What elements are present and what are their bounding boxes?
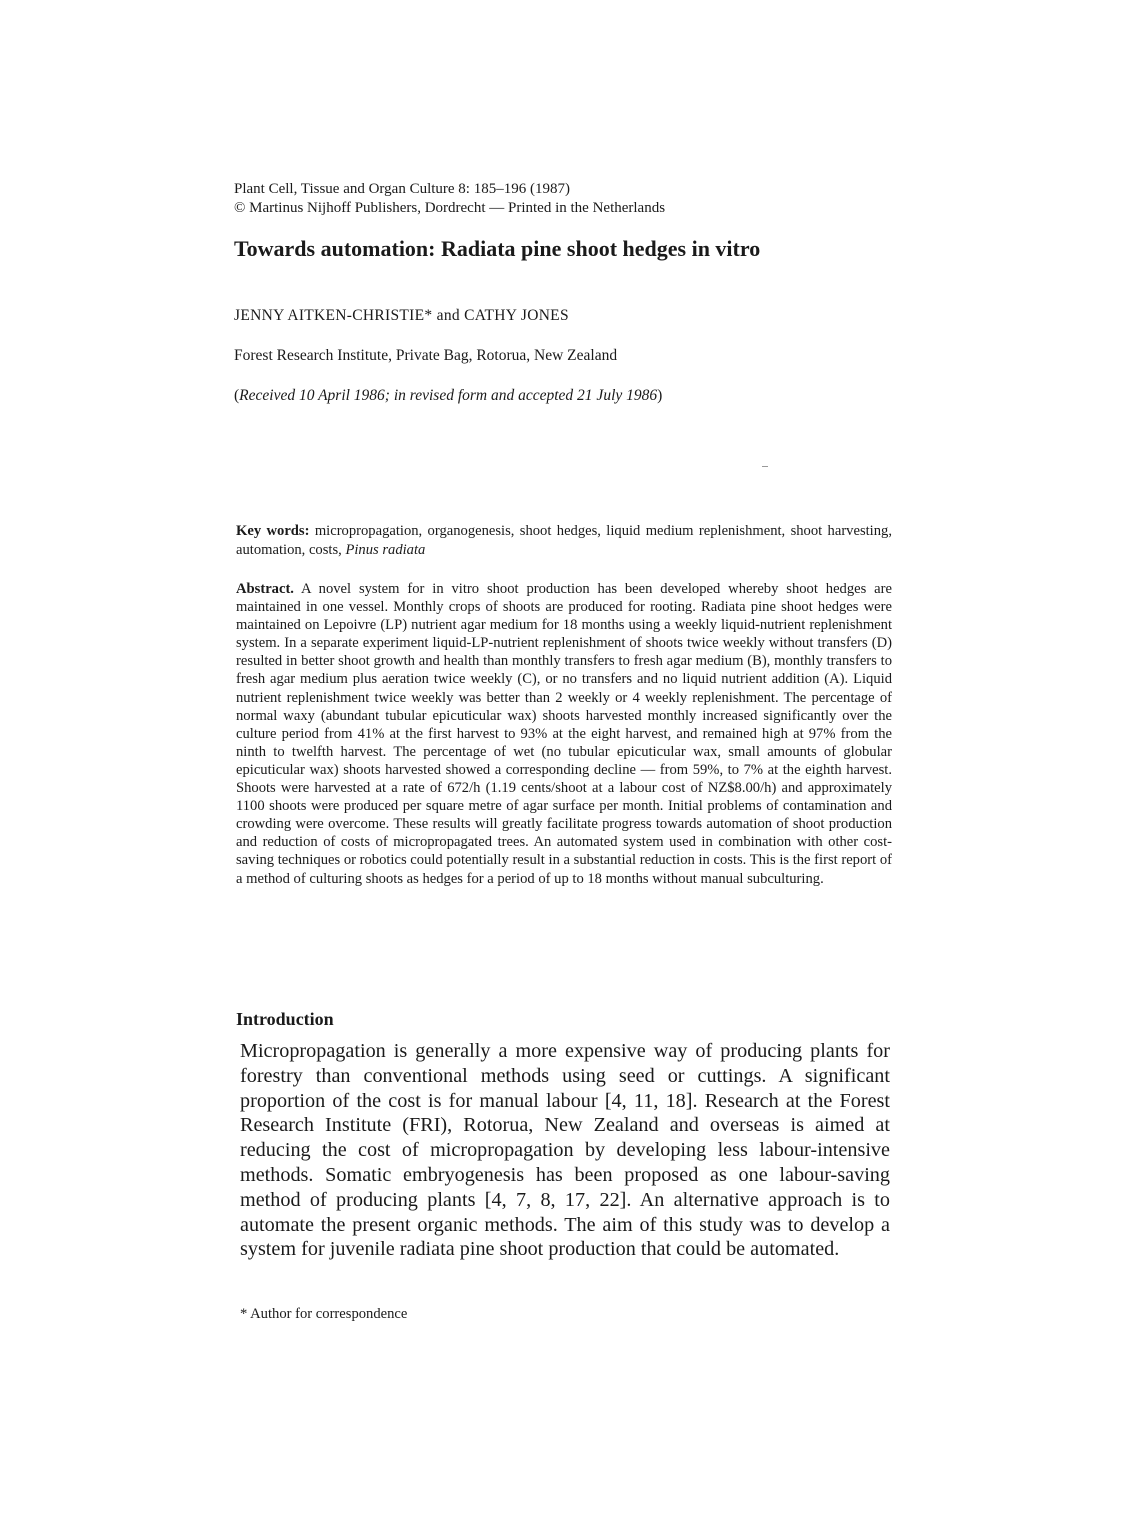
article-title: Towards automation: Radiata pine shoot hedges in vitro xyxy=(234,236,761,261)
abstract-label: Abstract. xyxy=(236,581,294,597)
abstract-block xyxy=(236,580,892,888)
article-authors: JENNY AITKEN-CHRISTIE* and CATHY JONES xyxy=(234,307,569,324)
scan-mark xyxy=(762,466,768,467)
received-dates: (Received 10 April 1986; in revised form and accepted 21 July 1986) xyxy=(234,387,663,404)
keywords-block xyxy=(236,522,892,560)
abstract-text: A novel system for in vitro shoot production has been developed whereby shoot hedges are maintained in one vessel. Monthly crops of shoots are produced for rooting. Radiata pine shoot hedges were maintained on Lepoivre (LP) nutrient agar medium for 18 months using a weekly liquid-nutrient replenishment system. In a separate experiment liquid-LP-nutrient replenishment of shoots twice weekly without transfers (D) resulted in better shoot growth and health than monthly transfers to fresh agar medium (B), monthly transfers to fresh agar medium plus aeration twice weekly (C), or no transfers and no liquid nutrient addition (A). Liquid nutrient replenishment twice weekly was better than 2 weekly or 4 weekly replenishment. The percentage of normal waxy (abundant tubular epicuticular wax) shoots harvested monthly increased significantly over the culture period from 41% at the first harvest to 93% at the eight harvest, and remained high at 97% from the ninth to twelfth harvest. The percentage of wet (no tubular epicuticular wax, small amounts of globular epicuticular wax) shoots harvested showed a corresponding decline — from 59%, to 7% at the eighth harvest. Shoots were harvested at a rate of 672/h (1.19 cents/shoot at a labour cost of NZ$8.00/h) and approximately 1100 shoots were produced per square metre of agar surface per month. Initial problems of contamination and crowding were overcome. These results will greatly facilitate progress towards automation of shoot production and reduction of costs of micropropagated trees. An automated system used in combination with other cost-saving techniques or robotics could potentially result in a substantial reduction in costs. This is the first report of a method of culturing shoots as hedges for a period of up to 18 months without manual subculturing. xyxy=(236,581,892,887)
keywords-species: Pinus radiata xyxy=(345,542,426,558)
journal-citation: Plant Cell, Tissue and Organ Culture 8: 185–196 (1987) xyxy=(234,181,570,197)
received-dates-text: Received 10 April 1986; in revised form and accepted 21 July 1986 xyxy=(239,387,658,404)
introduction-heading: Introduction xyxy=(236,1009,334,1029)
introduction-body: Micropropagation is generally a more expensive way of producing plants for forestry than conventional methods using seed or cuttings. A significant proportion of the cost is for manual labour [4, 11, 18]. Research at the Forest Research Institute (FRI), Rotorua, New Zealand and overseas is aimed at reducing the cost of micropropagation by developing less labour-intensive methods. Somatic embryogenesis has been proposed as one labour-saving method of producing plants [4, 7, 8, 17, 22]. An alternative approach is to automate the present organic methods. The aim of this study was to develop a system for juvenile radiata pine shoot production that could be automated. xyxy=(240,1040,890,1261)
keywords-label: Key words: xyxy=(236,523,310,539)
author-footnote: * Author for correspondence xyxy=(240,1306,408,1322)
article-affiliation: Forest Research Institute, Private Bag, Rotorua, New Zealand xyxy=(234,347,618,364)
keywords-text: micropropagation, organogenesis, shoot hedges, liquid medium replenishment, shoot harvesting, automation, costs, xyxy=(236,523,892,558)
journal-copyright: © Martinus Nijhoff Publishers, Dordrecht — Printed in the Netherlands xyxy=(234,200,666,216)
